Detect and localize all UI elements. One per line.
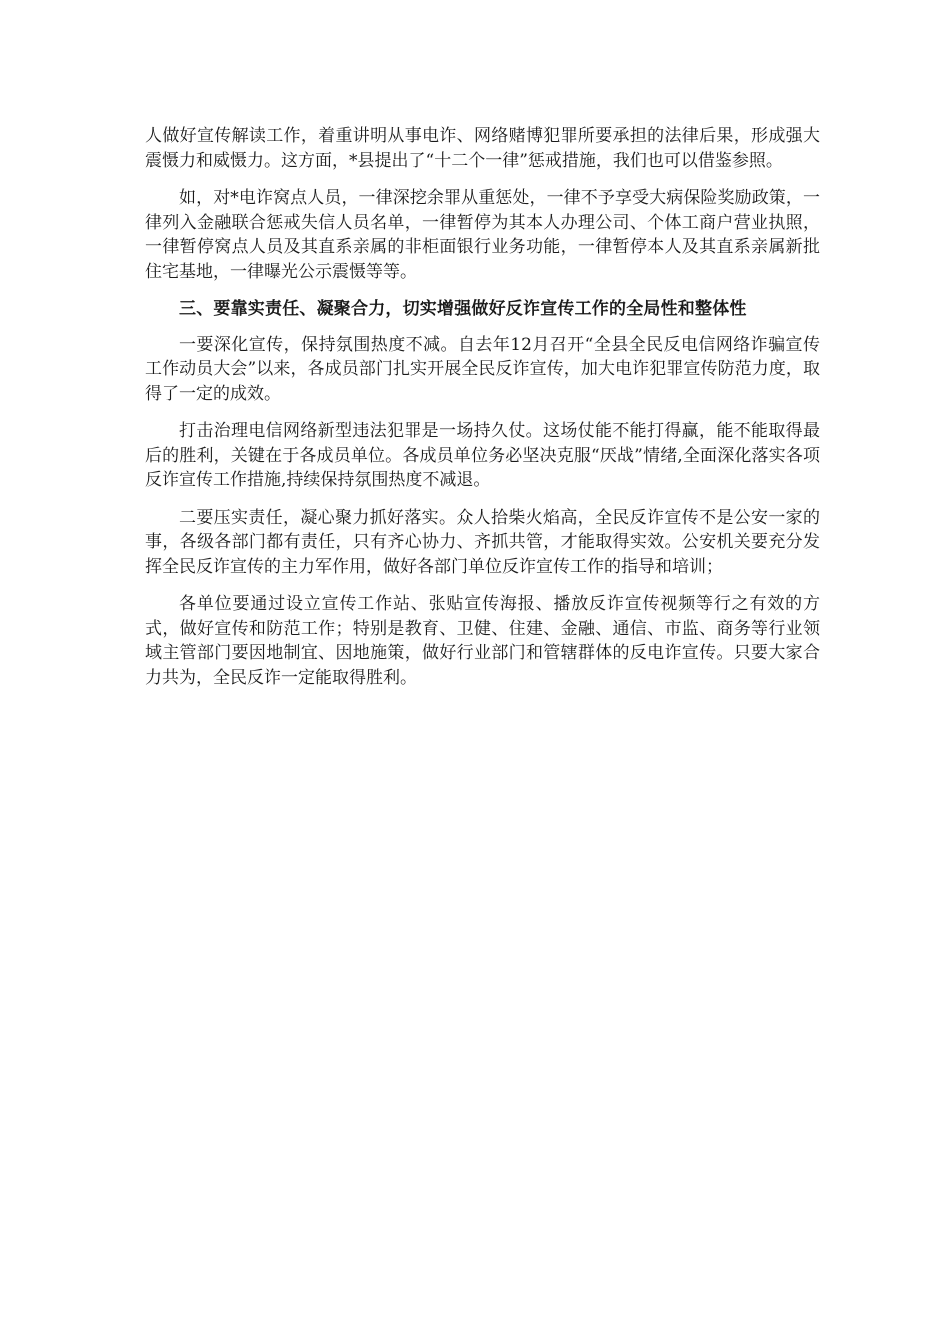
paragraph-continuation: 人做好宣传解读工作，着重讲明从事电诈、网络赌博犯罪所要承担的法律后果，形成强大震慑力和威慑力。这方面，*县提出了“十二个一律”惩戒措施，我们也可以借鉴参照。	[145, 126, 820, 171]
paragraph-consolidate-responsibility: 二要压实责任，凝心聚力抓好落实。众人拾柴火焰高，全民反诈宣传不是公安一家的事，各级各部门都有责任，只有齐心协力、齐抓共管，才能取得实效。公安机关要充分发挥全民反诈宣传的主力军作用，做好各部门单位反诈宣传工作的指导和培训；	[145, 507, 820, 577]
section-heading: 三、要靠实责任、凝聚合力，切实增强做好反诈宣传工作的全局性和整体性	[179, 299, 747, 319]
paragraph-protracted-fight: 打击治理电信网络新型违法犯罪是一场持久仗。这场仗能不能打得赢，能不能取得最后的胜利，关键在于各成员单位。各成员单位务必坚决克服“厌战”情绪,全面深化落实各项反诈宣传工作措施,持续保持氛围热度不减退。	[145, 421, 820, 490]
document-body	[145, 124, 820, 703]
paragraph-unit-actions: 各单位要通过设立宣传工作站、张贴宣传海报、播放反诈宣传视频等行之有效的方式，做好宣传和防范工作；特别是教育、卫健、住建、金融、通信、市监、商务等行业领域主管部门要因地制宜、因地施策，做好行业部门和管辖群体的反电诈宣传。只要大家合力共为，全民反诈一定能取得胜利。	[145, 594, 820, 688]
paragraph-deepen-publicity: 一要深化宣传，保持氛围热度不减。自去年12月召开“全县全民反电信网络诈骗宣传工作动员大会”以来，各成员部门扎实开展全民反诈宣传，加大电诈犯罪宣传防范力度，取得了一定的成效。	[145, 334, 820, 404]
paragraph-measures-example: 如，对*电诈窝点人员，一律深挖余罪从重惩处，一律不予享受大病保险奖励政策，一律列入金融联合惩戒失信人员名单，一律暂停为其本人办理公司、个体工商户营业执照，一律暂停窝点人员及其直系亲属的非柜面银行业务功能，一律暂停本人及其直系亲属新批住宅基地，一律曝光公示震慑等等。	[145, 188, 820, 282]
